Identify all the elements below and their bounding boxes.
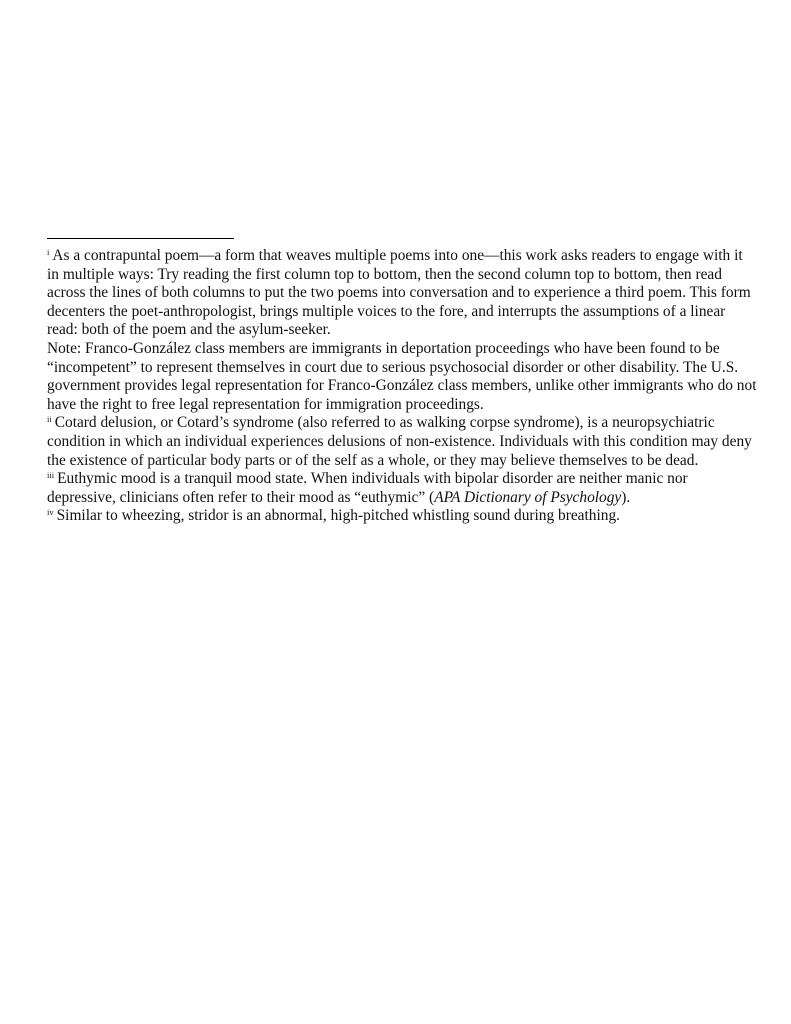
footnote-marker: iv: [47, 507, 54, 518]
footnote-separator-rule: [47, 238, 234, 239]
footnote-note: [47, 340, 757, 414]
footnote-marker: i: [47, 247, 50, 257]
footnote-text-end: ).: [621, 488, 631, 506]
footnote-iv: [47, 507, 757, 526]
footnote-text: Euthymic mood is a tranquil mood state. When individuals with bipolar disorder are neither manic nor depressive, clinicians often refer to their mood as “euthymic” (: [47, 470, 688, 506]
footnote-text: As a contrapuntal poem—a form that weaves multiple poems into one—this work asks readers to engage with it in multiple ways: Try reading the first column top to bottom, then the second column top to bottom, then read across the lines of both columns to put the two poems into conversation and to experience a third poem. This form decenters the poet-anthropologist, brings multiple voices to the fore, and interrupts the assumptions of a linear read: both of the poem and the asylum-seeker.: [47, 247, 751, 339]
footnote-text: Similar to wheezing, stridor is an abnormal, high-pitched whistling sound during breathing.: [56, 507, 620, 525]
footnote-iii: [47, 470, 757, 507]
footnote-citation: APA Dictionary of Psychology: [434, 488, 622, 506]
footnote-text: Note: Franco-González class members are immigrants in deportation proceedings who have been found to be “incompetent” to represent themselves in court due to serious psychosocial disorder or other disability. The U.S. government provides legal representation for Franco-González class members, unlike other immigrants who do not have the right to free legal representation for immigration proceedings.: [47, 339, 757, 413]
footnote-marker: ii: [47, 414, 52, 425]
footnote-text: Cotard delusion, or Cotard’s syndrome (also referred to as walking corpse syndrome), is a neuropsychiatric condition in which an individual experiences delusions of non-existence. Individuals with this condition may deny the existence of particular body parts or of the self as a whole, or they may believe themselves to be dead.: [47, 414, 752, 469]
footnote-i: [47, 247, 757, 340]
footnotes-section: [47, 247, 757, 526]
footnote-ii: [47, 414, 757, 470]
footnote-marker: iii: [47, 470, 55, 481]
